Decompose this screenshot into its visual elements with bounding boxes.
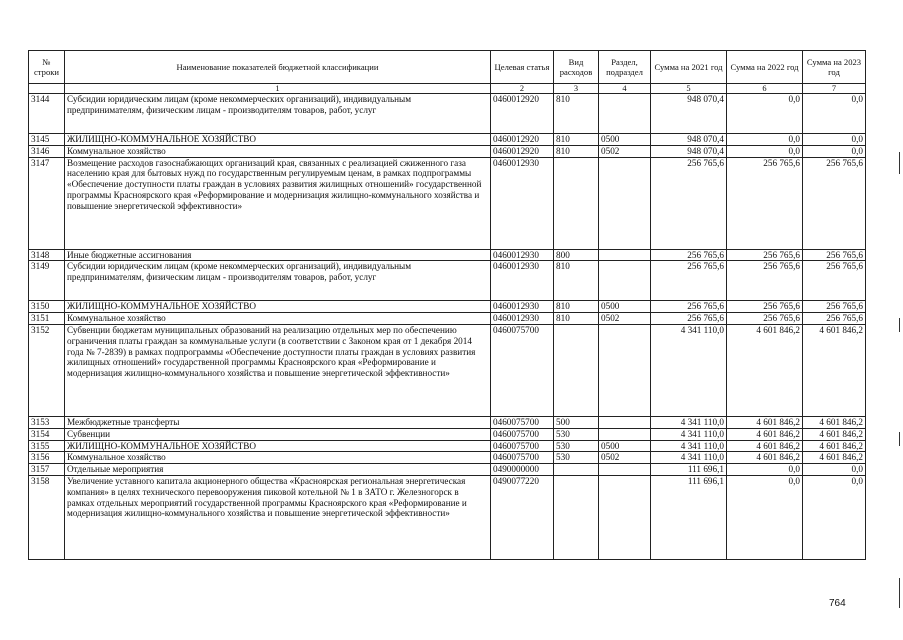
- row-section: [599, 416, 651, 428]
- row-sum-2021: 4 341 110,0: [651, 440, 727, 452]
- row-sum-2021: 4 341 110,0: [651, 428, 727, 440]
- page-number: 764: [829, 598, 846, 609]
- table-row: [29, 452, 866, 464]
- row-section: [599, 324, 651, 416]
- row-number: 3145: [29, 134, 65, 146]
- row-expense-type: [554, 324, 599, 416]
- header-no: № строки: [29, 51, 65, 84]
- row-name: Коммунальное хозяйство: [65, 313, 491, 325]
- row-sum-2021: 4 341 110,0: [651, 452, 727, 464]
- row-sum-2022: 4 601 846,2: [727, 324, 803, 416]
- row-number: 3149: [29, 261, 65, 301]
- table-row: [29, 416, 866, 428]
- row-sum-2023: 256 765,6: [803, 249, 866, 261]
- row-sum-2021: 111 696,1: [651, 464, 727, 476]
- column-index-row: [29, 84, 866, 94]
- row-name: Коммунальное хозяйство: [65, 145, 491, 157]
- row-name: ЖИЛИЩНО-КОММУНАЛЬНОЕ ХОЗЯЙСТВО: [65, 440, 491, 452]
- table-row: [29, 301, 866, 313]
- row-sum-2022: 4 601 846,2: [727, 416, 803, 428]
- row-sum-2023: 256 765,6: [803, 261, 866, 301]
- header-type: Вид расходов: [554, 51, 599, 84]
- row-sum-2023: 4 601 846,2: [803, 428, 866, 440]
- header-section: Раздел, подраздел: [599, 51, 651, 84]
- index-cell: 3: [554, 84, 599, 94]
- row-sum-2022: 0,0: [727, 134, 803, 146]
- row-sum-2022: 256 765,6: [727, 301, 803, 313]
- row-number: 3157: [29, 464, 65, 476]
- table-row: [29, 134, 866, 146]
- row-sum-2021: 948 070,4: [651, 134, 727, 146]
- row-sum-2022: 4 601 846,2: [727, 428, 803, 440]
- row-target-code: 0460012920: [491, 94, 554, 134]
- scan-edge-mark: [899, 152, 900, 174]
- row-sum-2022: 256 765,6: [727, 261, 803, 301]
- row-sum-2021: 256 765,6: [651, 157, 727, 249]
- header-sum-2021: Сумма на 2021 год: [651, 51, 727, 84]
- index-cell: 5: [651, 84, 727, 94]
- row-number: 3144: [29, 94, 65, 134]
- row-expense-type: 810: [554, 261, 599, 301]
- row-number: 3151: [29, 313, 65, 325]
- row-target-code: 0460012920: [491, 145, 554, 157]
- index-cell: 7: [803, 84, 866, 94]
- index-cell: [29, 84, 65, 94]
- row-sum-2022: 0,0: [727, 94, 803, 134]
- row-name: Иные бюджетные ассигнования: [65, 249, 491, 261]
- row-expense-type: [554, 464, 599, 476]
- row-sum-2023: 256 765,6: [803, 301, 866, 313]
- index-cell: 4: [599, 84, 651, 94]
- row-number: 3146: [29, 145, 65, 157]
- table-row: [29, 313, 866, 325]
- row-sum-2022: 0,0: [727, 145, 803, 157]
- row-target-code: 0460012930: [491, 261, 554, 301]
- row-sum-2022: 0,0: [727, 464, 803, 476]
- row-target-code: 0460012930: [491, 157, 554, 249]
- scan-edge-mark: [899, 432, 900, 446]
- row-number: 3155: [29, 440, 65, 452]
- header-name: Наименование показателей бюджетной классификации: [65, 51, 491, 84]
- row-sum-2023: 0,0: [803, 134, 866, 146]
- row-number: 3150: [29, 301, 65, 313]
- scan-edge-mark: [899, 578, 900, 608]
- row-section: [599, 428, 651, 440]
- row-target-code: 0490000000: [491, 464, 554, 476]
- row-sum-2023: 4 601 846,2: [803, 324, 866, 416]
- row-name: ЖИЛИЩНО-КОММУНАЛЬНОЕ ХОЗЯЙСТВО: [65, 301, 491, 313]
- row-sum-2021: 4 341 110,0: [651, 416, 727, 428]
- row-expense-type: 810: [554, 94, 599, 134]
- row-sum-2023: 256 765,6: [803, 313, 866, 325]
- row-name: Субвенции: [65, 428, 491, 440]
- row-target-code: 0460012930: [491, 301, 554, 313]
- row-expense-type: 810: [554, 313, 599, 325]
- header-sum-2022: Сумма на 2022 год: [727, 51, 803, 84]
- row-section: [599, 249, 651, 261]
- header-code: Целевая статья: [491, 51, 554, 84]
- row-expense-type: 530: [554, 428, 599, 440]
- row-target-code: 0460075700: [491, 324, 554, 416]
- row-sum-2022: 0,0: [727, 475, 803, 559]
- row-name: Субсидии юридическим лицам (кроме некоммерческих организаций), индивидуальным предпринимателям, физическим лицам - производителям товаров, работ, услуг: [65, 261, 491, 301]
- row-sum-2022: 256 765,6: [727, 157, 803, 249]
- budget-table: [28, 50, 866, 560]
- table-row: [29, 249, 866, 261]
- row-sum-2023: 4 601 846,2: [803, 452, 866, 464]
- row-target-code: 0460012920: [491, 134, 554, 146]
- row-sum-2021: 256 765,6: [651, 313, 727, 325]
- row-expense-type: 800: [554, 249, 599, 261]
- row-number: 3147: [29, 157, 65, 249]
- table-row: [29, 428, 866, 440]
- row-name: Отдельные мероприятия: [65, 464, 491, 476]
- row-sum-2023: 0,0: [803, 145, 866, 157]
- row-sum-2022: 256 765,6: [727, 313, 803, 325]
- row-section: 0500: [599, 134, 651, 146]
- row-sum-2022: 256 765,6: [727, 249, 803, 261]
- table-row: [29, 261, 866, 301]
- row-section: 0500: [599, 301, 651, 313]
- row-name: Субсидии юридическим лицам (кроме некоммерческих организаций), индивидуальным предпринимателям, физическим лицам - производителям товаров, работ, услуг: [65, 94, 491, 134]
- header-sum-2023: Сумма на 2023 год: [803, 51, 866, 84]
- row-target-code: 0460075700: [491, 428, 554, 440]
- row-expense-type: 530: [554, 452, 599, 464]
- row-number: 3154: [29, 428, 65, 440]
- row-number: 3158: [29, 475, 65, 559]
- row-name: Коммунальное хозяйство: [65, 452, 491, 464]
- row-sum-2023: 4 601 846,2: [803, 440, 866, 452]
- index-cell: 6: [727, 84, 803, 94]
- table-row: [29, 464, 866, 476]
- row-sum-2023: 0,0: [803, 475, 866, 559]
- row-target-code: 0460012930: [491, 249, 554, 261]
- row-target-code: 0460075700: [491, 416, 554, 428]
- row-section: [599, 157, 651, 249]
- table-row: [29, 324, 866, 416]
- row-expense-type: [554, 475, 599, 559]
- row-name: Субвенции бюджетам муниципальных образований на реализацию отдельных мер по обеспечению ограничения платы граждан за коммунальные услуги (в соответствии с Законом края от 1 декабря 2014 года № 7-2839) в рамках подпрограммы «Обеспечение доступности платы граждан в условиях развития жилищных отношений» государственной программы Красноярского края «Реформирование и модернизация жилищно-коммунального хозяйства и повышение энергетической эффективности»: [65, 324, 491, 416]
- row-name: Возмещение расходов газоснабжающих организаций края, связанных с реализацией сжиженного газа населению края для бытовых нужд по государственным регулируемым ценам, в рамках подпрограммы «Обеспечение доступности платы граждан в условиях развития жилищных отношений» государственной программы Красноярского края «Реформирование и модернизация жилищно-коммунального хозяйства и повышение энергетической эффективности»: [65, 157, 491, 249]
- table-row: [29, 145, 866, 157]
- table-row: [29, 94, 866, 134]
- row-section: 0500: [599, 440, 651, 452]
- row-number: 3152: [29, 324, 65, 416]
- row-section: 0502: [599, 145, 651, 157]
- row-expense-type: [554, 157, 599, 249]
- row-target-code: 0490077220: [491, 475, 554, 559]
- row-sum-2021: 256 765,6: [651, 301, 727, 313]
- row-expense-type: 810: [554, 301, 599, 313]
- row-number: 3148: [29, 249, 65, 261]
- row-expense-type: 810: [554, 145, 599, 157]
- row-sum-2021: 948 070,4: [651, 94, 727, 134]
- index-cell: 1: [65, 84, 491, 94]
- header-row: [29, 51, 866, 84]
- row-section: [599, 261, 651, 301]
- row-target-code: 0460075700: [491, 440, 554, 452]
- row-section: [599, 475, 651, 559]
- row-name: Межбюджетные трансферты: [65, 416, 491, 428]
- row-expense-type: 530: [554, 440, 599, 452]
- row-number: 3156: [29, 452, 65, 464]
- row-sum-2023: 4 601 846,2: [803, 416, 866, 428]
- row-number: 3153: [29, 416, 65, 428]
- table-row: [29, 157, 866, 249]
- row-sum-2023: 256 765,6: [803, 157, 866, 249]
- row-sum-2021: 4 341 110,0: [651, 324, 727, 416]
- row-sum-2021: 948 070,4: [651, 145, 727, 157]
- row-sum-2021: 256 765,6: [651, 261, 727, 301]
- row-name: ЖИЛИЩНО-КОММУНАЛЬНОЕ ХОЗЯЙСТВО: [65, 134, 491, 146]
- scan-edge-mark: [899, 318, 900, 332]
- row-expense-type: 810: [554, 134, 599, 146]
- row-name: Увеличение уставного капитала акционерного общества «Красноярская региональная энергетическая компания» в целях технического перевооружения пиковой котельной № 1 в ЗАТО г. Железногорск в рамках отдельных мероприятий государственной программы Красноярского края «Реформирование и модернизация жилищно-коммунального хозяйства и повышение энергетической эффективности»: [65, 475, 491, 559]
- row-sum-2022: 4 601 846,2: [727, 440, 803, 452]
- row-section: [599, 94, 651, 134]
- row-target-code: 0460075700: [491, 452, 554, 464]
- row-target-code: 0460012930: [491, 313, 554, 325]
- index-cell: 2: [491, 84, 554, 94]
- table-row: [29, 440, 866, 452]
- row-sum-2021: 256 765,6: [651, 249, 727, 261]
- row-sum-2022: 4 601 846,2: [727, 452, 803, 464]
- row-sum-2023: 0,0: [803, 464, 866, 476]
- row-expense-type: 500: [554, 416, 599, 428]
- row-sum-2023: 0,0: [803, 94, 866, 134]
- row-sum-2021: 111 696,1: [651, 475, 727, 559]
- row-section: [599, 464, 651, 476]
- table-row: [29, 475, 866, 559]
- row-section: 0502: [599, 452, 651, 464]
- row-section: 0502: [599, 313, 651, 325]
